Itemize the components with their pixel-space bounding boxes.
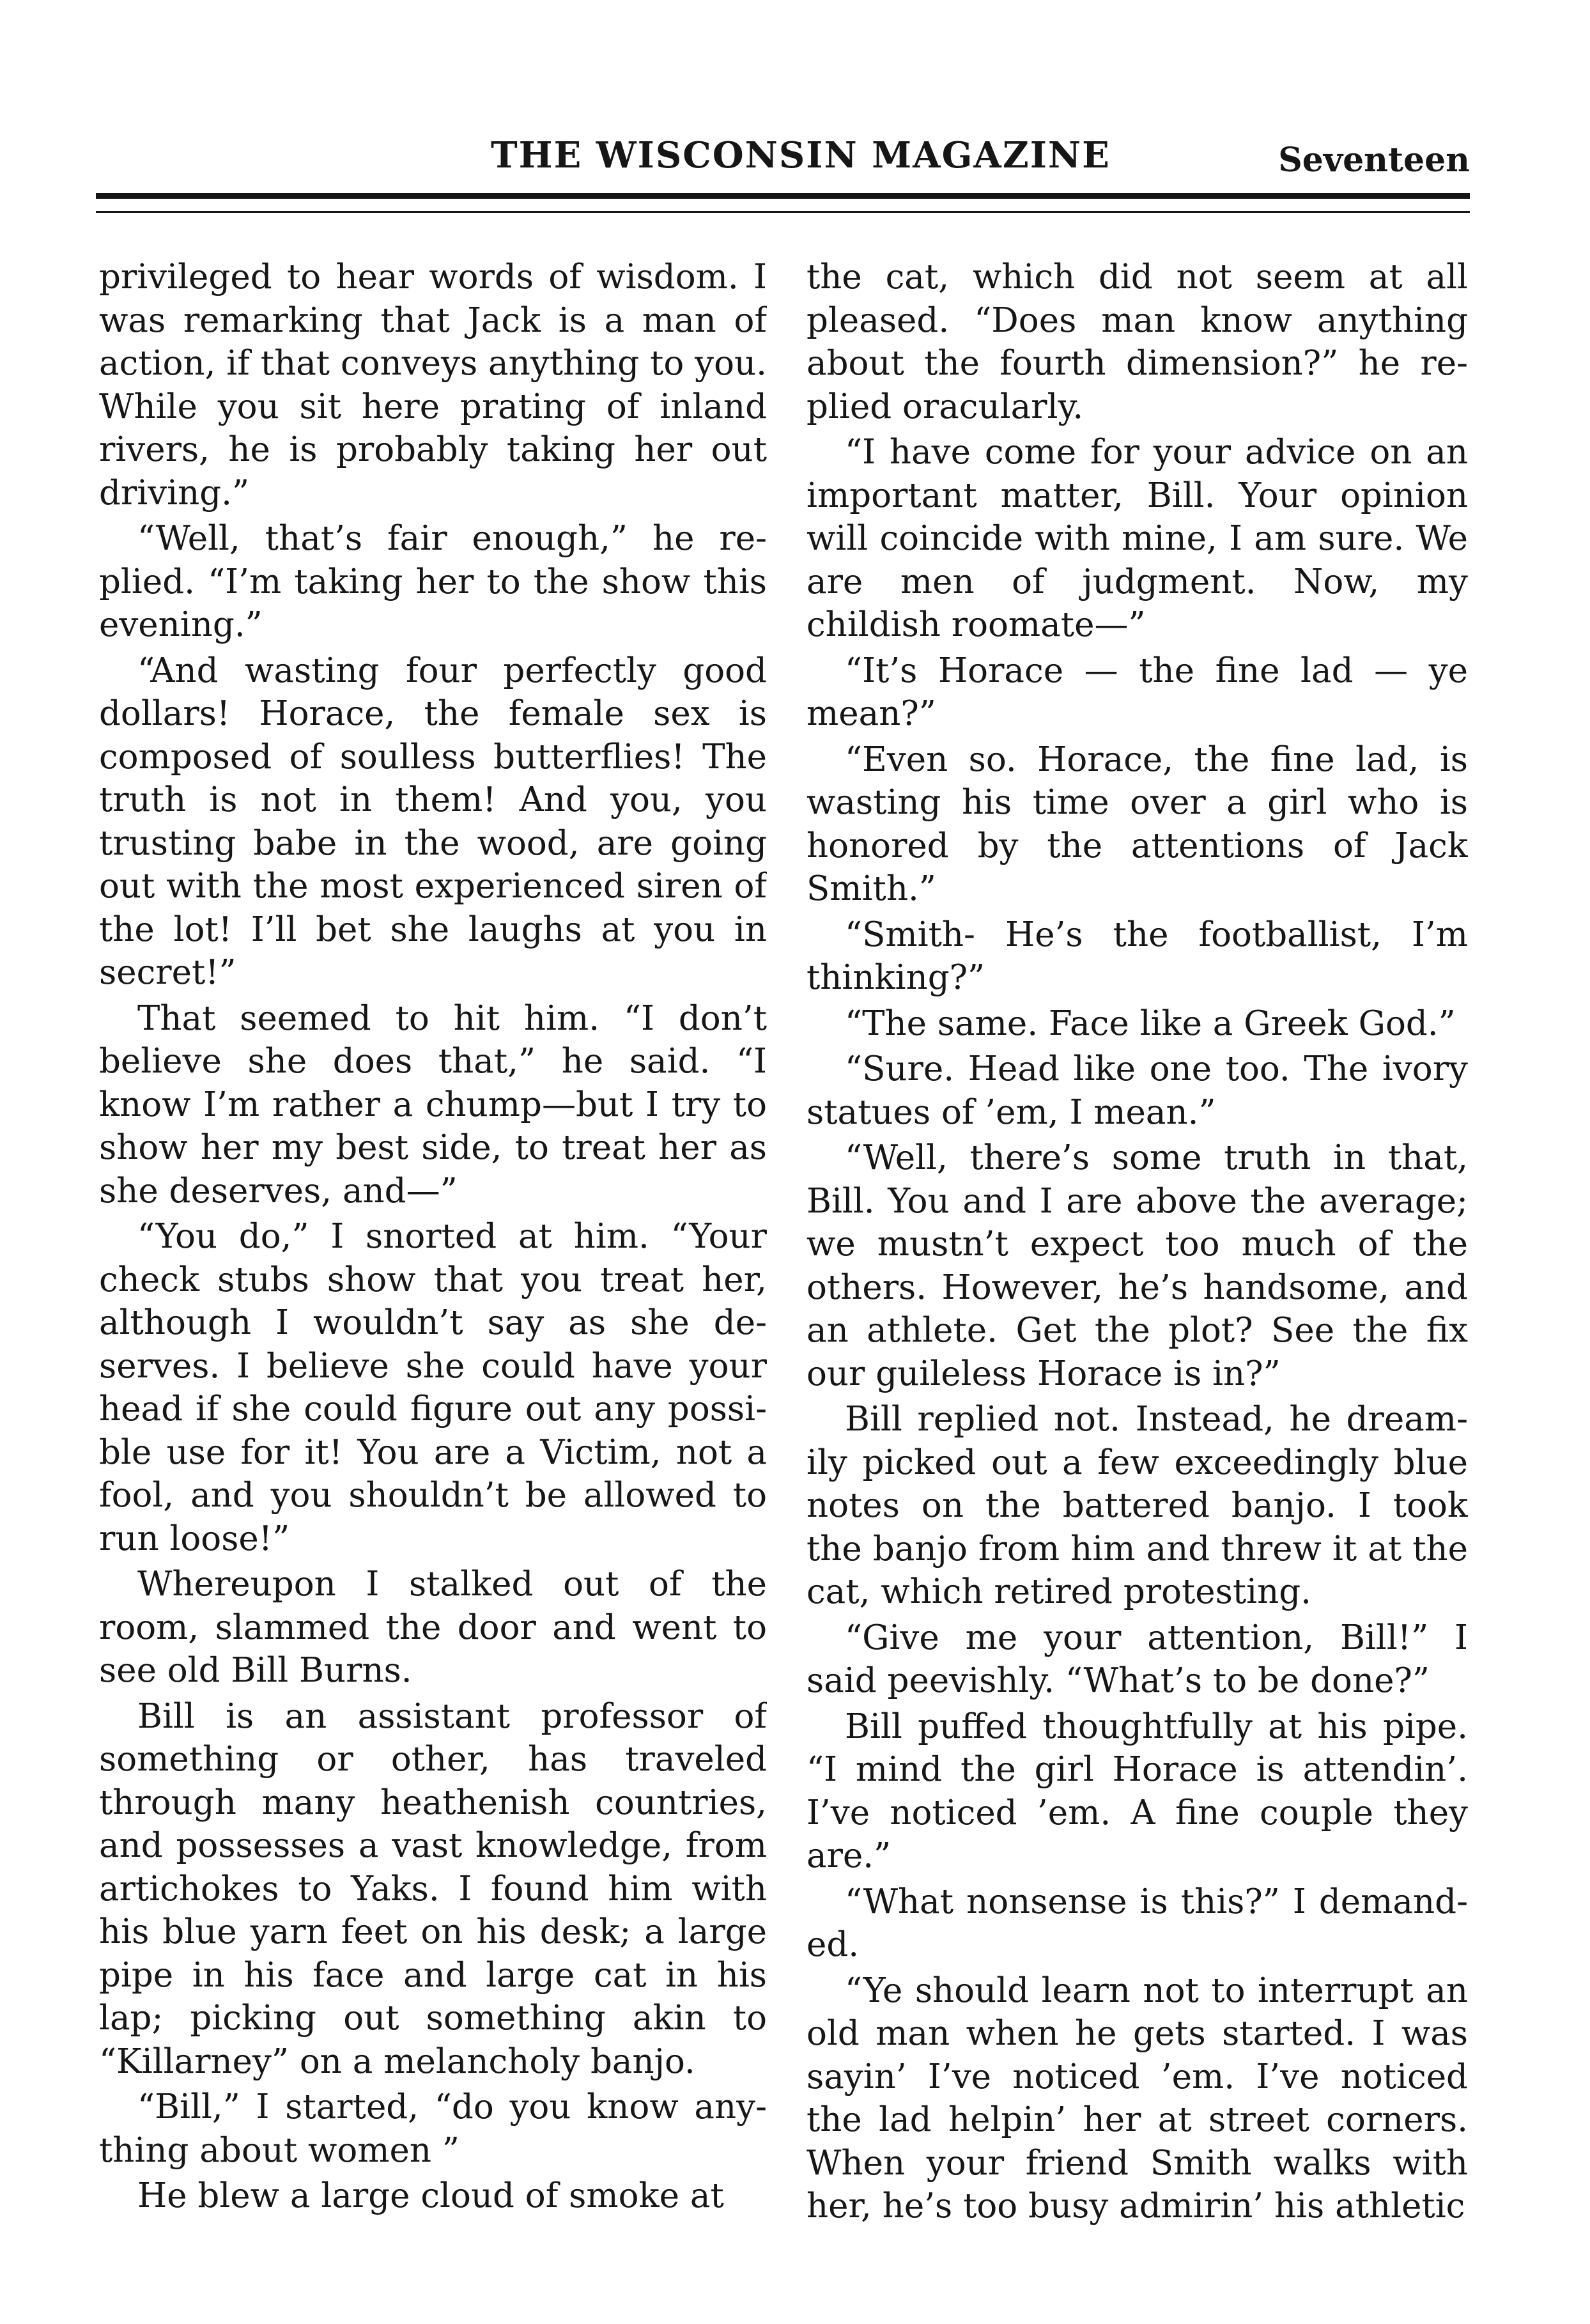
paragraph: “Sure. Head like one too. The ivory statues of ’em, I mean.” (807, 1050, 1468, 1132)
paragraph: “Give me your attention, Bill!” I said peevishly. “What’s to be done?” (807, 1618, 1468, 1700)
paragraph: “You do,” I snorted at him. “Your check stubs show that you treat her, although I wouldn’t say as she deserves. I believe she could have your head if she could figure out any possible use for it! You are a Victim, not a fool, and you shouldn’t be allowed to run loose!” (99, 1217, 767, 1558)
paragraph: “The same. Face like a Greek God.” (845, 1003, 1456, 1043)
header-rule-thin (96, 211, 1470, 213)
magazine-title: THE WISCONSIN MAGAZINE (491, 134, 1111, 176)
left-column (99, 256, 767, 2237)
paragraph: “I have come for your advice on an important matter, Bill. Your opinion will coincide with mine, I am sure. We are men of judgment. Now, my childish roomate—” (807, 433, 1468, 644)
paragraph: Bill is an assistant professor of something or other, has traveled through many heathenish countries, and possesses a vast knowledge, from artichokes to Yaks. I found him with his blue yarn feet on his desk; a large pipe in his face and large cat in his lap; picking out something akin to “Killarney” on a melancholy banjo. (99, 1696, 767, 2081)
paragraph: the cat, which did not seem at all pleased. “Does man know anything about the fourth dimension?” he replied oracularly. (807, 258, 1468, 426)
paragraph: That seemed to hit him. “I don’t believe she does that,” he said. “I know I’m rather a chump—but I try to show her my best side, to treat her as she deserves, and—” (99, 998, 767, 1211)
paragraph: “What nonsense is this?” I demanded. (807, 1882, 1468, 1964)
paragraph: He blew a large cloud of smoke at (137, 2176, 724, 2215)
paragraph: “Well, that’s fair enough,” he replied. “I’m taking her to the show this evening.” (99, 519, 767, 644)
paragraph: Whereupon I stalked out of the room, slammed the door and went to see old Bill Burns. (99, 1565, 767, 1690)
paragraph: “Well, there’s some truth in that, Bill. You and I are above the average; we mustn’t expect too much of the others. However, he’s handsome, and an athlete. Get the plot? See the fix our guileless Horace is in?” (807, 1138, 1468, 1393)
paragraph: Bill puffed thoughtfully at his pipe. “I mind the girl Horace is attendin’. I’ve noticed ’em. A fine couple they are.” (807, 1707, 1468, 1875)
header-rule-thick (96, 193, 1470, 199)
paragraph: “Bill,” I started, “do you know anything about women ” (99, 2088, 767, 2170)
paragraph: “And wasting four perfectly good dollars! Horace, the female sex is composed of soulless butterflies! The truth is not in them! And you, you trusting babe in the wood, are going out with the most experienced siren of the lot! I’ll bet she laughs at you in secret!” (99, 651, 767, 992)
page-number: Seventeen (1278, 141, 1470, 180)
paragraph: Bill replied not. Instead, he dreamily picked out a few exceedingly blue notes on the battered banjo. I took the banjo from him and threw it at the cat, which retired protesting. (807, 1400, 1468, 1611)
paragraph: privileged to hear words of wisdom. I was remarking that Jack is a man of action, if that conveys anything to you. While you sit here prating of inland rivers, he is probably taking her out driving.” (99, 258, 767, 513)
paragraph: “Ye should learn not to interrupt an old man when he gets started. I was sayin’ I’ve noticed ’em. I’ve noticed the lad helpin’ her at street corners. When your friend Smith walks with her, he’s too busy admirin’ his athletic (807, 1971, 1468, 2226)
paragraph: “Smith- He’s the footballist, I’m thinking?” (807, 915, 1468, 997)
right-column (807, 256, 1468, 2237)
running-header (96, 123, 1470, 193)
paragraph: “It’s Horace — the fine lad — ye mean?” (807, 651, 1468, 733)
paragraph: “Even so. Horace, the fine lad, is wasting his time over a girl who is honored by the attentions of Jack Smith.” (807, 740, 1468, 908)
